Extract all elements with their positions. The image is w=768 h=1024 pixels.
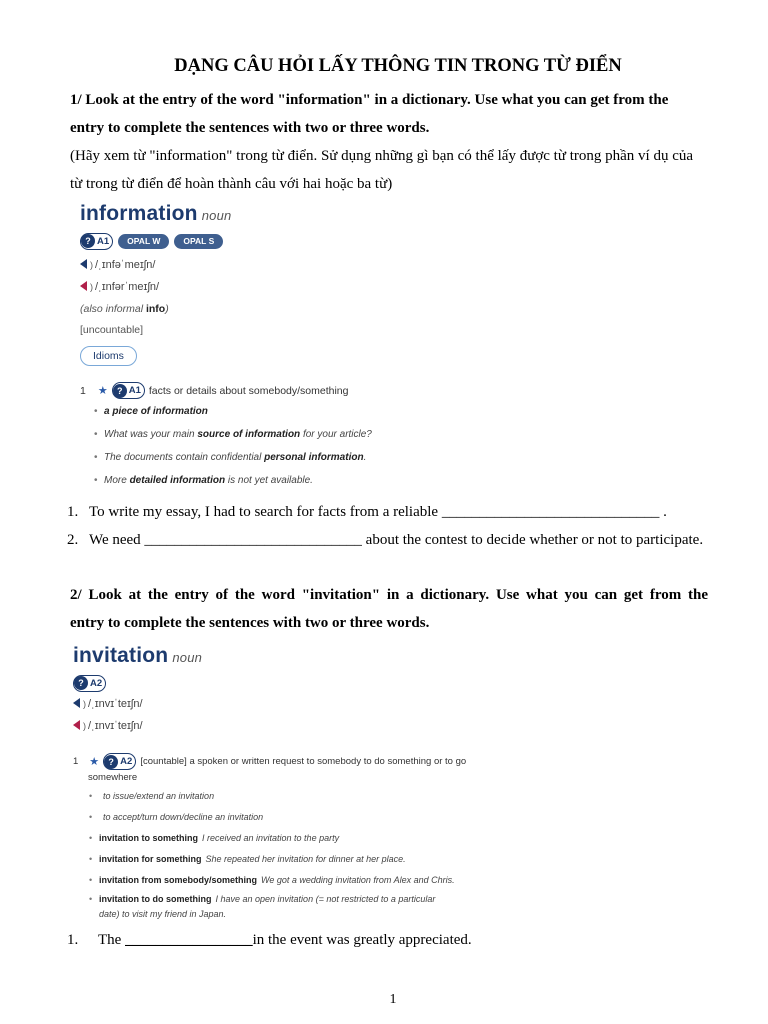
pronunciation-us — [73, 715, 493, 737]
question-number: 1. — [67, 504, 79, 520]
example-item: • invitation to something I received an invitation to the party — [81, 828, 493, 849]
example-item: • a piece of information — [86, 400, 400, 423]
page-title: DẠNG CÂU HỎI LẤY THÔNG TIN TRONG TỪ ĐIỂN — [174, 56, 622, 76]
part-of-speech: noun — [201, 208, 232, 223]
level-badges — [80, 232, 400, 250]
sense-definition-cont: somewhere — [88, 772, 138, 783]
phonetic-uk: /ˌɪnfəˈmeɪʃn/ — [95, 259, 156, 271]
dictionary-entry-information — [80, 202, 400, 492]
pronunciation-us — [80, 276, 400, 298]
sense-definition: [countable] a spoken or written request to somebody to do something or to go — [140, 756, 467, 767]
phonetic-us: /ˌɪnvɪˈteɪʃn/ — [88, 720, 143, 732]
headword-text: invitation — [73, 644, 169, 667]
level-text: A2 — [90, 677, 103, 689]
example-list — [81, 786, 493, 907]
section2-instruction — [70, 581, 708, 637]
level-badges — [73, 674, 493, 692]
example-item: • to issue/extend an invitation — [81, 786, 493, 807]
opal-s-badge: OPAL S — [174, 234, 223, 249]
sense-1 — [73, 753, 493, 770]
question-number: 2. — [67, 532, 79, 548]
example-item: • invitation for something She repeated her invitation for dinner at her place. — [81, 849, 493, 870]
answer-blank: _________________ — [125, 932, 253, 948]
speaker-icon — [80, 259, 87, 269]
question-1-1 — [67, 502, 667, 522]
phonetic-uk: /ˌɪnvɪˈteɪʃn/ — [88, 698, 143, 710]
star-icon: ★ — [89, 756, 100, 768]
page-number: 1 — [389, 992, 397, 1007]
example-item: • invitation to do something I have an open invitation (= not restricted to a particular — [81, 891, 493, 907]
speaker-icon — [73, 720, 80, 730]
level-badge — [73, 675, 106, 692]
sense-definition: facts or details about somebody/something — [148, 384, 349, 397]
opal-w-badge: OPAL W — [118, 234, 169, 249]
example-list — [86, 400, 400, 492]
sense-number: 1 — [73, 756, 79, 767]
translation-line: từ trong từ điển để hoàn thành câu với hai hoặc ba từ) — [70, 176, 393, 192]
level-text: A2 — [120, 756, 133, 767]
section1-translation — [70, 142, 740, 198]
speaker-icon — [80, 281, 87, 291]
oxford-key-icon: ? — [74, 676, 88, 690]
part-of-speech: noun — [172, 650, 203, 665]
grammar-label: [uncountable] — [80, 324, 144, 336]
also-suffix: ) — [165, 303, 169, 315]
example-item: • invitation from somebody/something We got a wedding invitation from Alex and Chris. — [81, 870, 493, 891]
headword — [80, 202, 400, 226]
section1-instruction — [70, 86, 730, 142]
oxford-key-icon: ? — [104, 755, 118, 769]
sound-wave-icon: ) — [90, 282, 93, 292]
question-2-1 — [67, 930, 472, 950]
level-text: A1 — [128, 385, 141, 396]
question-suffix: in the event was greatly appreciated. — [252, 932, 472, 948]
also-informal — [80, 298, 400, 320]
star-icon: ★ — [97, 385, 108, 397]
headword-text: information — [80, 202, 198, 225]
sound-wave-icon: ) — [83, 721, 86, 731]
example-item: • More detailed information is not yet available. — [86, 469, 400, 492]
question-text: To write my essay, I had to search for facts from a reliable _____________________________ . — [89, 504, 667, 520]
instruction-line: entry to complete the sentences with two or three words. — [70, 120, 430, 136]
also-word: info — [145, 303, 166, 315]
sound-wave-icon: ) — [83, 699, 86, 709]
example-cont: date) to visit my friend in Japan. — [99, 909, 227, 919]
pronunciation-uk — [80, 254, 400, 276]
sense-number: 1 — [80, 384, 86, 397]
instruction-line: entry to complete the sentences with two or three words. — [70, 615, 430, 631]
oxford-key-icon: ? — [113, 384, 127, 398]
level-text: A1 — [97, 235, 110, 247]
question-1-2 — [67, 530, 703, 550]
sense-1 — [80, 382, 400, 399]
instruction-line: 1/ Look at the entry of the word "information" in a dictionary. Use what you can get from the — [70, 92, 669, 108]
level-badge — [80, 233, 113, 250]
headword — [73, 644, 493, 668]
sound-wave-icon: ) — [90, 260, 93, 270]
pronunciation-uk — [73, 693, 493, 715]
example-item: • The documents contain confidential personal information. — [86, 446, 400, 469]
dictionary-entry-invitation — [73, 644, 493, 921]
example-item: • What was your main source of information for your article? — [86, 423, 400, 446]
also-prefix: (also informal — [80, 303, 146, 315]
speaker-icon — [73, 698, 80, 708]
example-item: • to accept/turn down/decline an invitation — [81, 807, 493, 828]
oxford-key-icon: ? — [81, 234, 95, 248]
phonetic-us: /ˌɪnfərˈmeɪʃn/ — [95, 281, 160, 293]
level-badge — [103, 753, 136, 770]
translation-line: (Hãy xem từ "information" trong từ điển. Sử dụng những gì bạn có thể lấy được từ trong phần ví dụ của — [70, 148, 694, 164]
level-badge — [112, 382, 145, 399]
instruction-line: 2/ Look at the entry of the word "invitation" in a dictionary. Use what you can get from the — [70, 587, 708, 603]
question-number: 1. — [67, 932, 79, 948]
question-prefix: The — [98, 932, 126, 948]
question-text: We need _____________________________ about the contest to decide whether or not to participate. — [89, 532, 704, 548]
idioms-button[interactable]: Idioms — [80, 346, 137, 366]
